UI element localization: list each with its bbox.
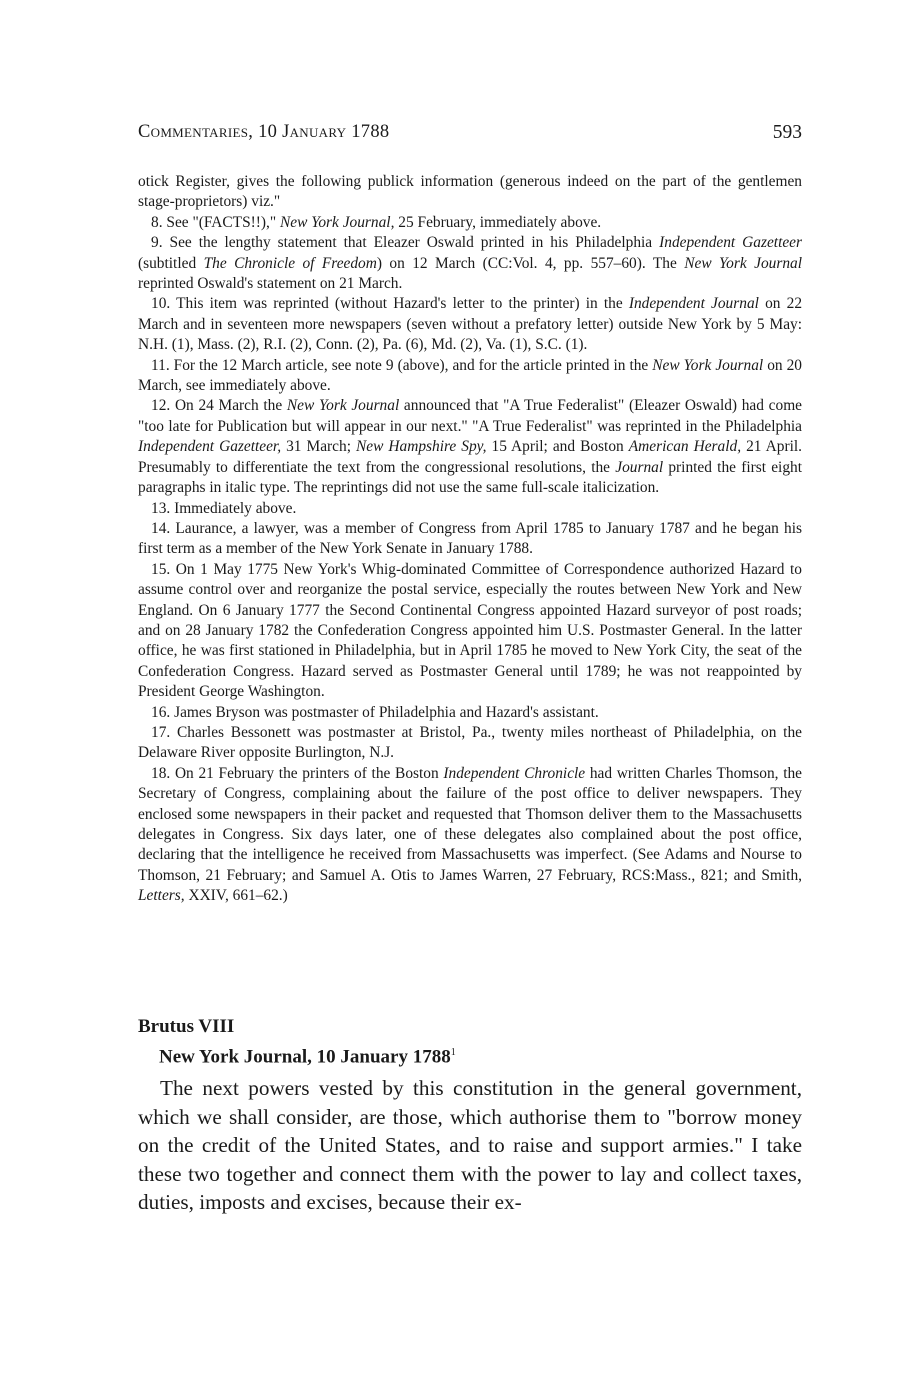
note-18: 18. On 21 February the printers of the Boston Independent Chronicle had written Charles Thomson, the Secretary of Congress, complaining about the failure of the post office to deliver newspapers. They enclosed some newspapers in their packet and requested that Thomson deliver them to the Massachusetts delegates in Congress. Six days later, one of these delegates also complained about the post office, declaring that the intelligence he received from Massachusetts was imperfect. (See Adams and Nourse to Thomson, 21 February; and Samuel A. Otis to James Warren, 27 February, RCS:Mass., 821; and Smith, Letters, XXIV, 661–62.) [138,764,802,905]
note-12: 12. On 24 March the New York Journal announced that "A True Federalist" (Eleazer Oswald) had come "too late for Publication but will appear in our next." "A True Federalist" was reprinted in the Philadelphia Independent Gazetteer, 31 March; New Hampshire Spy, 15 April; and Boston American Herald, 21 April. Presumably to differentiate the text from the congressional resolutions, the Journal printed the first eight paragraphs in italic type. The reprintings did not use the same full-scale italicization. [138,397,802,497]
page-number: 593 [772,122,802,143]
note-10: 10. This item was reprinted (without Hazard's letter to the printer) in the Independent Journal on 22 March and in seventeen more newspapers (seven without a prefatory letter) outside New York by 5 May: N.H. (1), Mass. (2), R.I. (2), Conn. (2), Pa. (6), Md. (2), Va. (1), S.C. (1). [138,295,803,354]
body-paragraph: The next powers vested by this constitution in the general government, which we shall consider, are those, which authorise them to "borrow money on the credit of the United States, and to raise and support armies." I take these two together and connect them with the power to lay and collect taxes, duties, imposts and excises, because their ex- [138,1076,802,1215]
document-body [138,1074,802,1217]
document-title: Brutus VIII [138,1016,235,1037]
note-16: 16. James Bryson was postmaster of Philadelphia and Hazard's assistant. [151,703,599,721]
note-9: 9. See the lengthy statement that Eleazer Oswald printed in his Philadelphia Independent Gazetteer (subtitled The Chronicle of Freedom) on 12 March (CC:Vol. 4, pp. 557–60). The New York Journal reprinted Oswald's statement on 21 March. [138,234,803,293]
note-13: 13. Immediately above. [151,499,297,517]
running-head [138,122,802,148]
note-14: 14. Laurance, a lawyer, was a member of Congress from April 1785 to January 1787 and he began his first term as a member of the New York Senate in January 1788. [138,519,802,558]
running-title: Commentaries, 10 January 1788 [138,122,390,142]
endnotes [138,172,802,907]
document-heading [138,1014,802,1070]
note-17: 17. Charles Bessonett was postmaster at Bristol, Pa., twenty miles northeast of Philadelphia, on the Delaware River opposite Burlington, N.J. [138,723,802,762]
note-15: 15. On 1 May 1775 New York's Whig-dominated Committee of Correspondence authorized Hazard to assume control over and reorganize the postal service, especially the routes between New York and New England. On 6 January 1777 the Second Continental Congress appointed Hazard surveyor of post roads; and on 28 January 1782 the Confederation Congress appointed him U.S. Postmaster General. In the latter office, he was first stationed in Philadelphia, but in April 1785 he moved to New York City, the seat of the Confederation Congress. Hazard served as Postmaster General until 1789; he was not reappointed by President George Washington. [138,560,802,701]
document-subtitle: New York Journal, 10 January 1788$^1$ [159,1046,456,1068]
note-8: 8. See "(FACTS!!)," New York Journal, 25 February, immediately above. [151,213,602,231]
note-7-continued: otick Register, gives the following publick information (generous indeed on the part of the gentlemen stage-proprietors) viz." [138,173,802,211]
footnote-marker: 1 [450,1047,456,1058]
note-11: 11. For the 12 March article, see note 9 (above), and for the article printed in the New York Journal on 20 March, see immediately above. [138,356,802,395]
